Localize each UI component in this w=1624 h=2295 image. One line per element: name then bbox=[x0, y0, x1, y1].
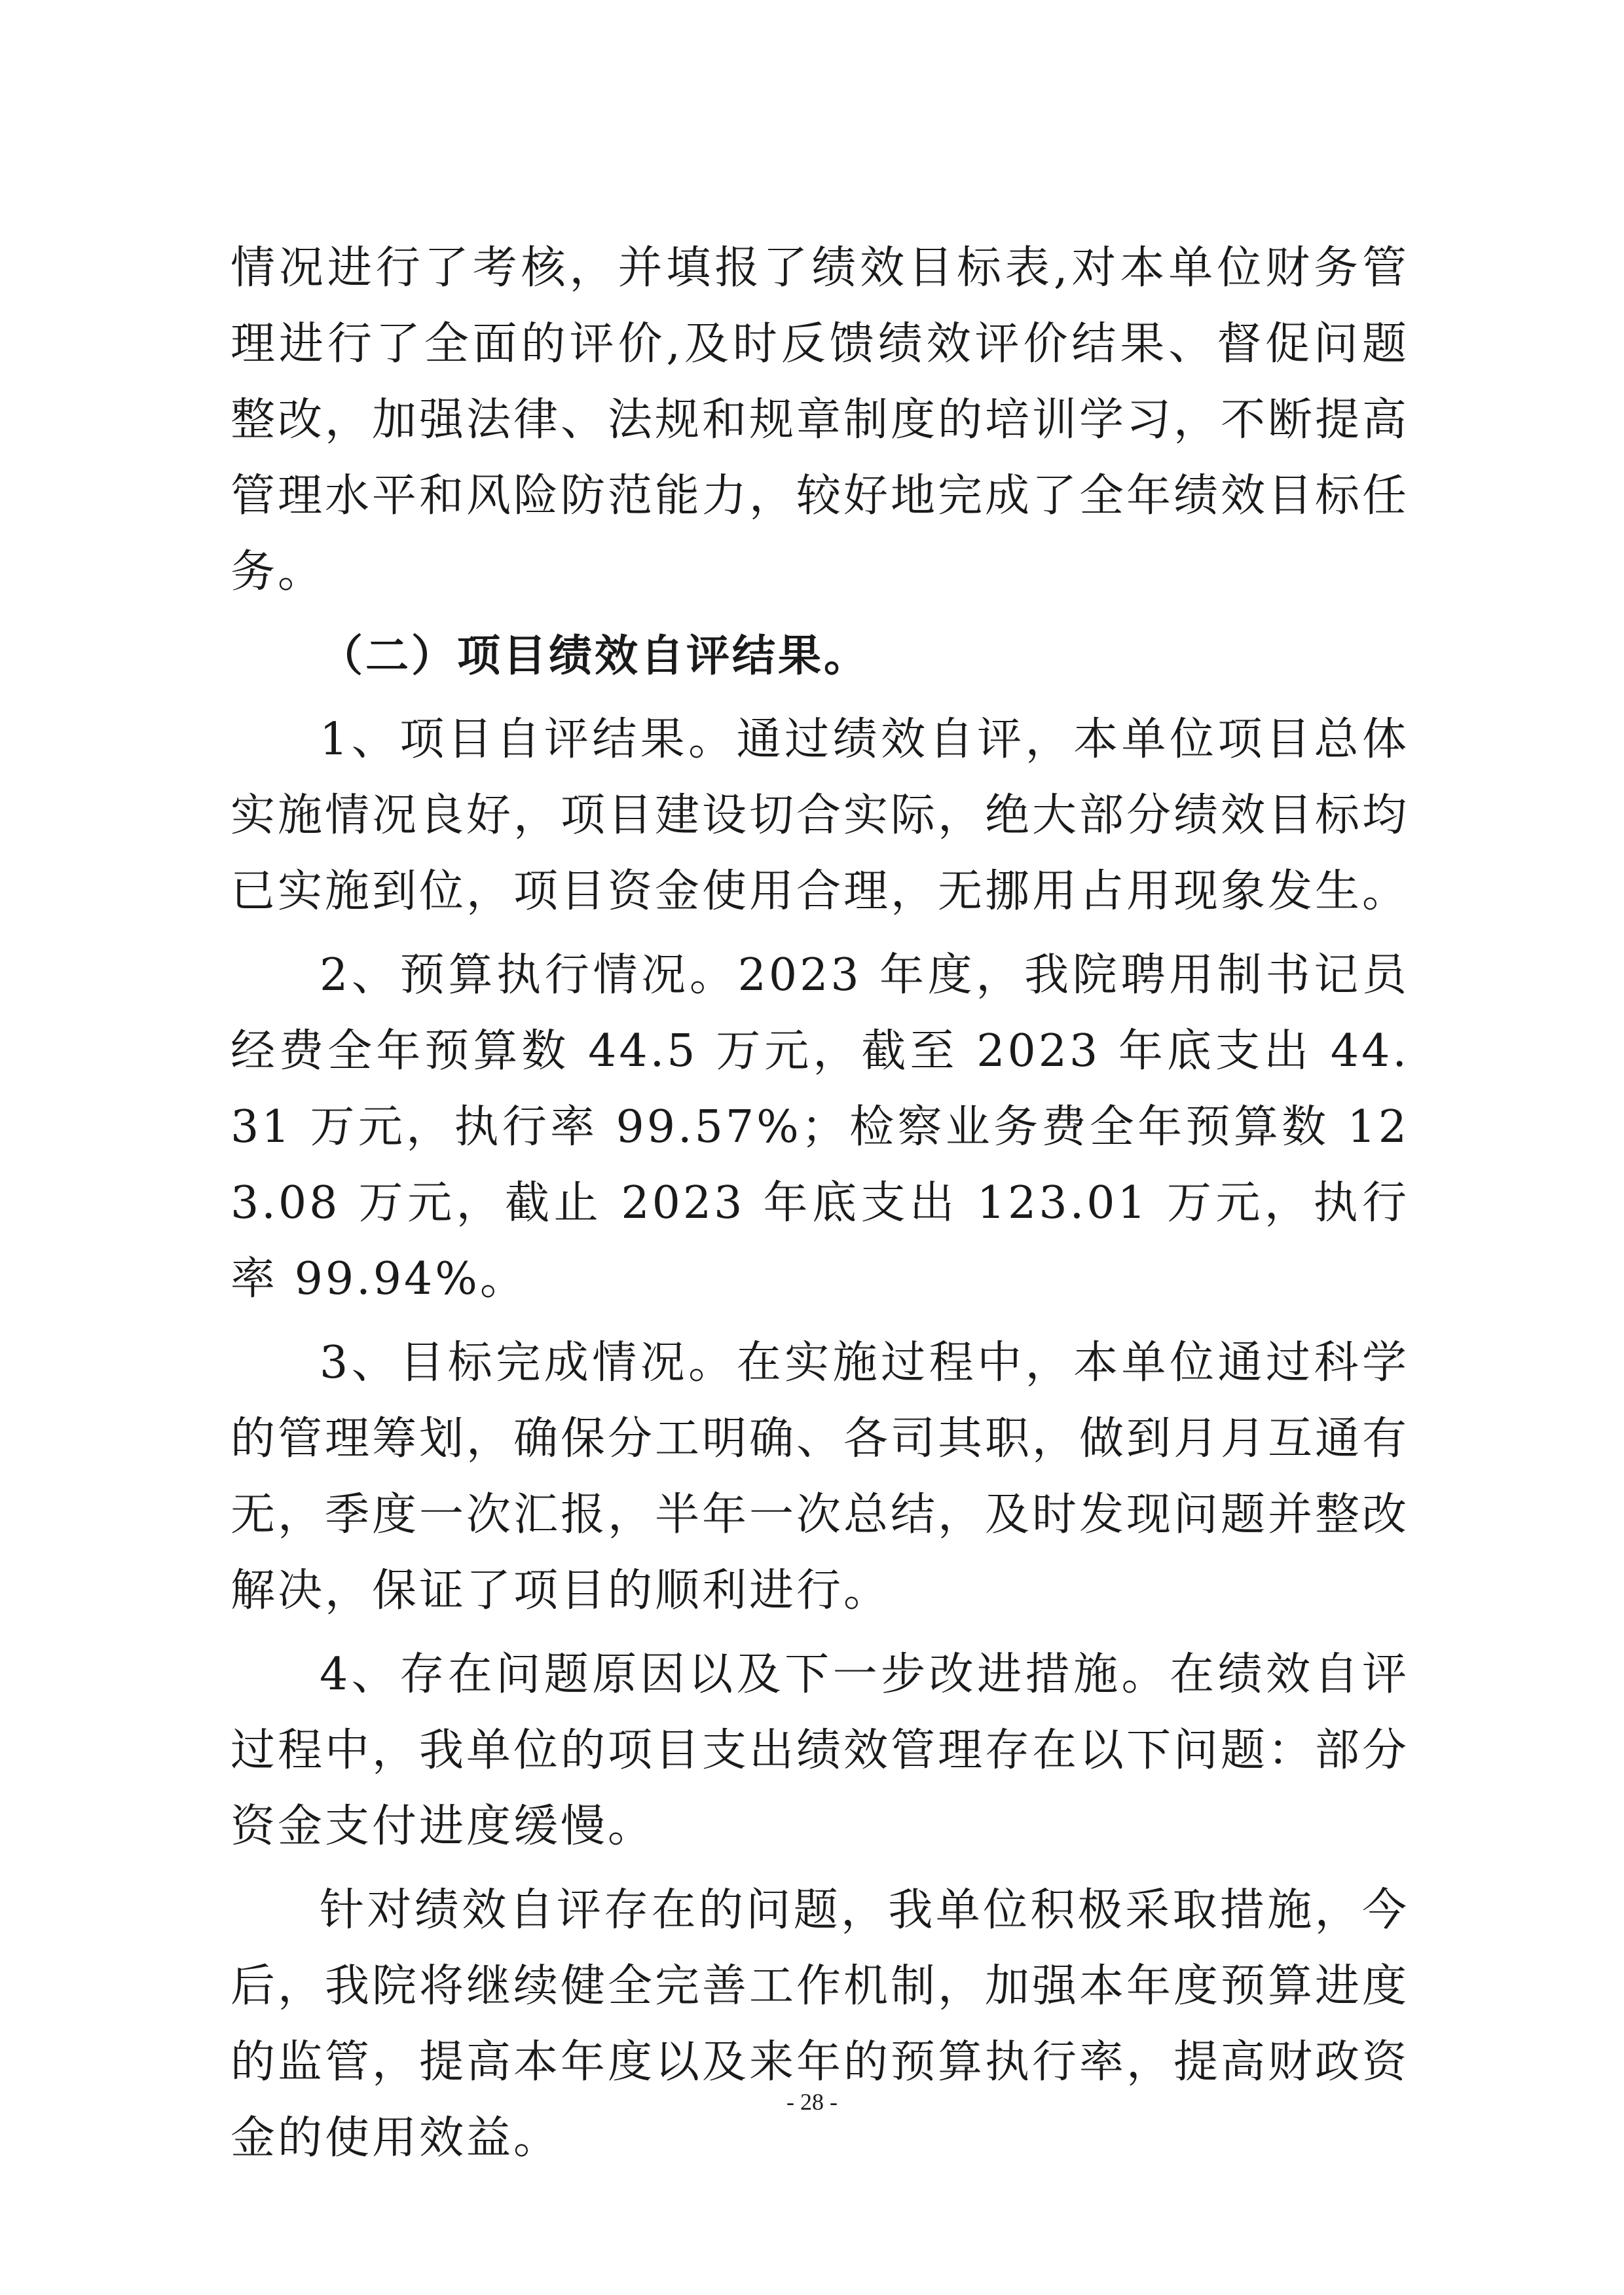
paragraph-goal-completion: 3、目标完成情况。在实施过程中，本单位通过科学的管理筹划，确保分工明确、各司其职，做到月月互通有无，季度一次汇报，半年一次总结，及时发现问题并整改解决，保证了项目的顺利进行。 bbox=[231, 1337, 1410, 1617]
paragraph-budget-execution: 2、预算执行情况。2023 年度，我院聘用制书记员经费全年预算数 44.5 万元，截至 2023 年底支出 44.31 万元，执行率 99.57%；检察业务费全年预算数 123.08 万元，截止 2023 年底支出 123.01 万元，执行率 99.94%。 bbox=[231, 949, 1409, 1305]
page-number: - 28 - bbox=[786, 2089, 838, 2115]
paragraph-problems: 4、存在问题原因以及下一步改进措施。在绩效自评过程中，我单位的项目支出绩效管理存在以下问题：部分资金支付进度缓慢。 bbox=[231, 1649, 1410, 1852]
document-body bbox=[231, 230, 1409, 2176]
paragraph-continuation: 情况进行了考核，并填报了绩效目标表,对本单位财务管理进行了全面的评价,及时反馈绩效评价结果、督促问题整改，加强法律、法规和规章制度的培训学习，不断提高管理水平和风险防范能力，较好地完成了全年绩效目标任务。 bbox=[231, 242, 1410, 598]
section-heading: （二）项目绩效自评结果。 bbox=[320, 631, 870, 681]
paragraph-improvement-measures: 针对绩效自评存在的问题，我单位积极采取措施，今后，我院将继续健全完善工作机制，加强本年度预算进度的监管，提高本年度以及来年的预算执行率，提高财政资金的使用效益。 bbox=[231, 1884, 1410, 2164]
paragraph-self-evaluation-result: 1、项目自评结果。通过绩效自评，本单位项目总体实施情况良好，项目建设切合实际，绝大部分绩效目标均已实施到位，项目资金使用合理，无挪用占用现象发生。 bbox=[231, 714, 1410, 917]
